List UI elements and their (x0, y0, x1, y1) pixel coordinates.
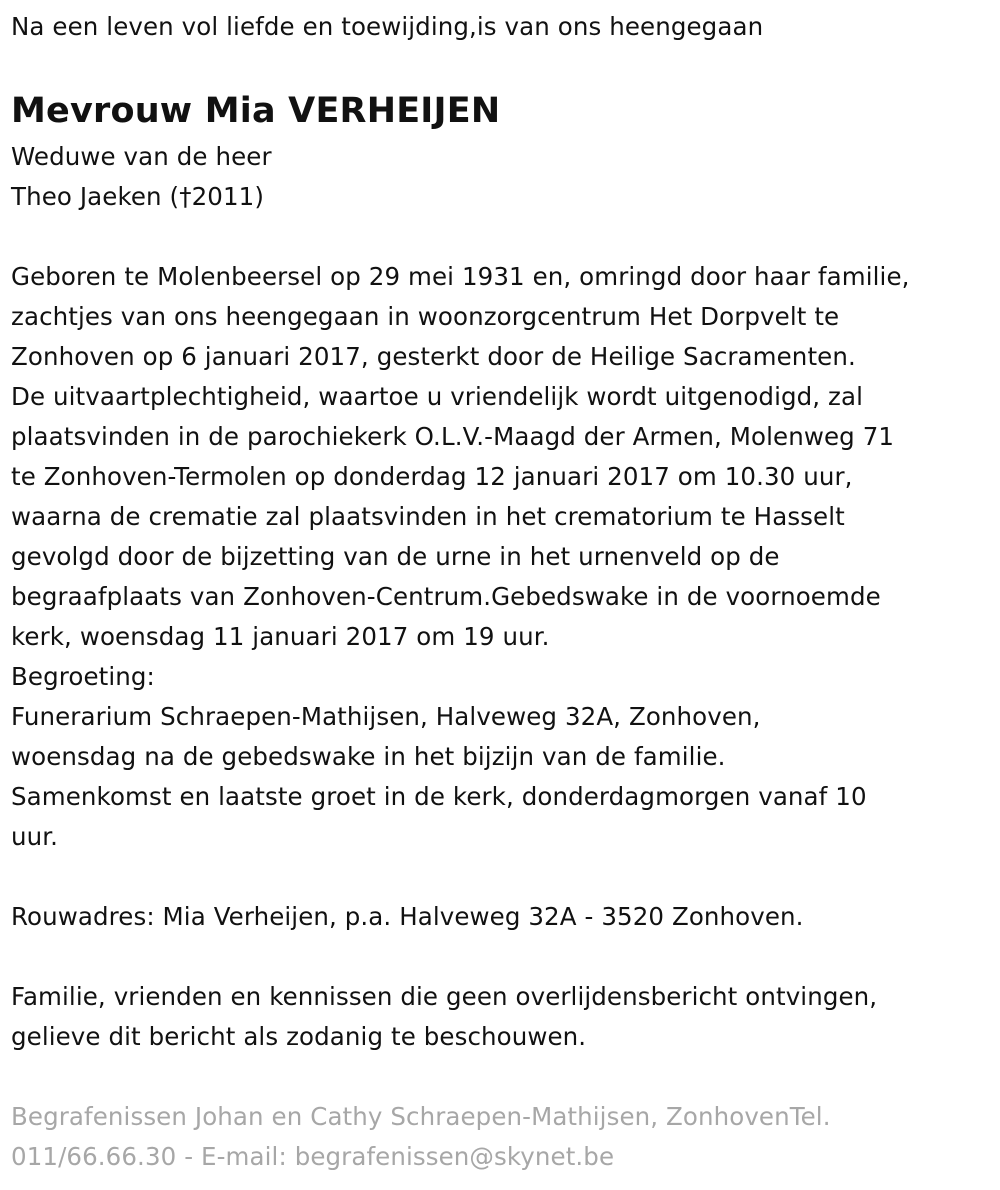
body-line: De uitvaartplechtigheid, waartoe u vriendelijk wordt uitgenodigd, zal (11, 382, 864, 411)
body-line: begraafplaats van Zonhoven-Centrum.Gebedswake in de voornoemde (11, 582, 881, 611)
funeral-home-footer (11, 1097, 990, 1177)
spacer (11, 937, 990, 977)
intro-text: Na een leven vol liefde en toewijding,is van ons heengegaan (11, 12, 764, 41)
body-line: gevolgd door de bijzetting van de urne in het urnenveld op de (11, 542, 780, 571)
spacer (11, 217, 990, 257)
body-line: woensdag na de gebedswake in het bijzijn van de familie. (11, 742, 726, 771)
body-line: plaatsvinden in de parochiekerk O.L.V.-Maagd der Armen, Molenweg 71 (11, 422, 895, 451)
body-line: Funerarium Schraepen-Mathijsen, Halveweg 32A, Zonhoven, (11, 702, 761, 731)
body-line: Geboren te Molenbeersel op 29 mei 1931 en, omringd door haar familie, (11, 262, 910, 291)
body-line: Samenkomst en laatste groet in de kerk, donderdagmorgen vanaf 10 (11, 782, 867, 811)
footer-line: Begrafenissen Johan en Cathy Schraepen-Mathijsen, ZonhovenTel. (11, 1102, 831, 1131)
spacer (11, 1057, 990, 1097)
body-line: Begroeting: (11, 662, 155, 691)
widow-line: Theo Jaeken (†2011) (11, 182, 264, 211)
body-line: te Zonhoven-Termolen op donderdag 12 januari 2017 om 10.30 uur, (11, 462, 853, 491)
notice-line: Familie, vrienden en kennissen die geen overlijdensbericht ontvingen, (11, 982, 878, 1011)
body-line: uur. (11, 822, 59, 851)
family-notice (11, 977, 990, 1057)
widow-line: Weduwe van de heer (11, 142, 272, 171)
ceremony-details (11, 257, 990, 857)
body-line: Zonhoven op 6 januari 2017, gesterkt door de Heilige Sacramenten. (11, 342, 856, 371)
mourning-address: Rouwadres: Mia Verheijen, p.a. Halveweg 32A - 3520 Zonhoven. (11, 902, 804, 931)
body-line: kerk, woensdag 11 januari 2017 om 19 uur. (11, 622, 550, 651)
notice-line: gelieve dit bericht als zodanig te beschouwen. (11, 1022, 587, 1051)
body-line: waarna de crematie zal plaatsvinden in het crematorium te Hasselt (11, 502, 845, 531)
widow-info (11, 137, 990, 217)
footer-line: 011/66.66.30 - E-mail: begrafenissen@skynet.be (11, 1142, 615, 1171)
body-line: zachtjes van ons heengegaan in woonzorgcentrum Het Dorpvelt te (11, 302, 840, 331)
spacer (11, 857, 990, 897)
deceased-name: Mevrouw Mia VERHEIJEN (11, 91, 501, 131)
